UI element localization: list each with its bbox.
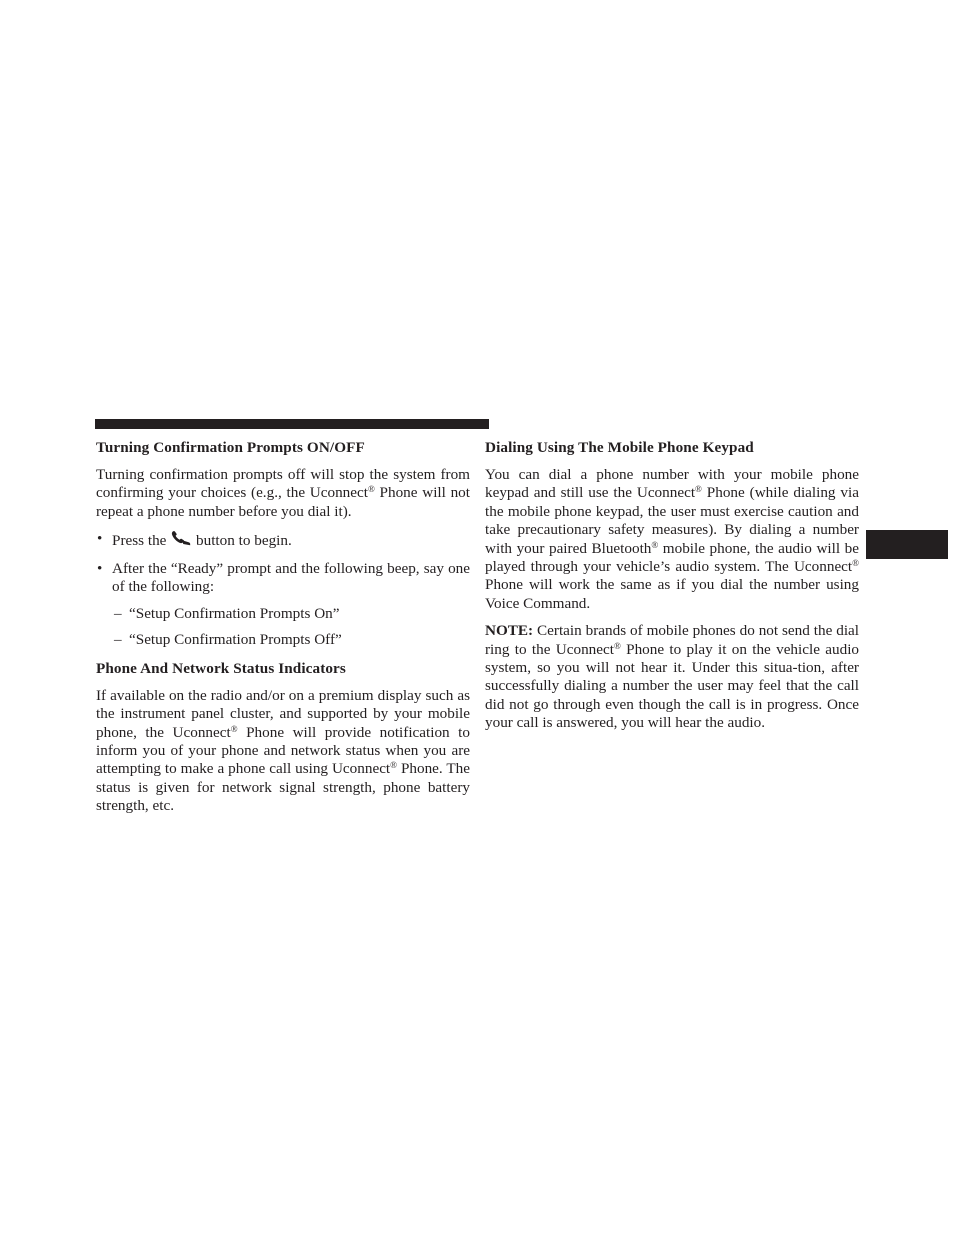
left-column bbox=[96, 438, 470, 825]
right-column bbox=[485, 438, 859, 742]
phone-handset-icon bbox=[171, 530, 191, 546]
bullet-ready-prompt: • After the “Ready” prompt and the following beep, say one of the following: bbox=[97, 559, 470, 596]
voice-command-options bbox=[96, 605, 470, 649]
instruction-bullets bbox=[96, 530, 470, 596]
option-prompts-on: – “Setup Confirmation Prompts On” bbox=[114, 605, 340, 623]
bullet-press-phone-button: • Press the button to begin. bbox=[97, 530, 292, 550]
section-heading-mobile-keypad: Dialing Using The Mobile Phone Keypad bbox=[485, 439, 754, 456]
section-rule-bar bbox=[95, 419, 489, 429]
confirmation-prompts-paragraph: Turning confirmation prompts off will stop the system from confirming your choices (e.g., the Uconnect® Phone will not repeat a phone number before you dial it). bbox=[96, 466, 470, 520]
note-paragraph: NOTE: Certain brands of mobile phones do not send the dial ring to the Uconnect® Phone to play it on the vehicle audio system, so you will not hear it. Under this situa-tion, after successfully dialing a number the user may feel that the call did not go through even though the call is in progress. Once your call is answered, you will hear the audio. bbox=[485, 622, 860, 732]
option-prompts-off: – “Setup Confirmation Prompts Off” bbox=[114, 631, 342, 649]
mobile-keypad-paragraph: You can dial a phone number with your mobile phone keypad and still use the Uconnect® Phone (while dialing via the mobile phone keypad, the user must exercise caution and take precautionary safety measures). By dialing a number with your paired Bluetooth® mobile phone, the audio will be played through your vehicle’s audio system. The Uconnect® Phone will work the same as if you dial the number using Voice Command. bbox=[485, 466, 859, 612]
section-heading-confirmation-prompts: Turning Confirmation Prompts ON/OFF bbox=[96, 439, 365, 456]
note-label: NOTE: bbox=[485, 622, 534, 640]
section-heading-status-indicators: Phone And Network Status Indicators bbox=[96, 659, 346, 677]
chapter-side-tab bbox=[866, 530, 948, 559]
status-indicators-paragraph: If available on the radio and/or on a premium display such as the instrument panel cluster, and supported by your mobile phone, the Uconnect® Phone will provide notification to inform you of your phone and network status when you are attempting to make a phone call using Uconnect® Phone. The status is given for network signal strength, phone battery strength, etc. bbox=[96, 686, 470, 815]
